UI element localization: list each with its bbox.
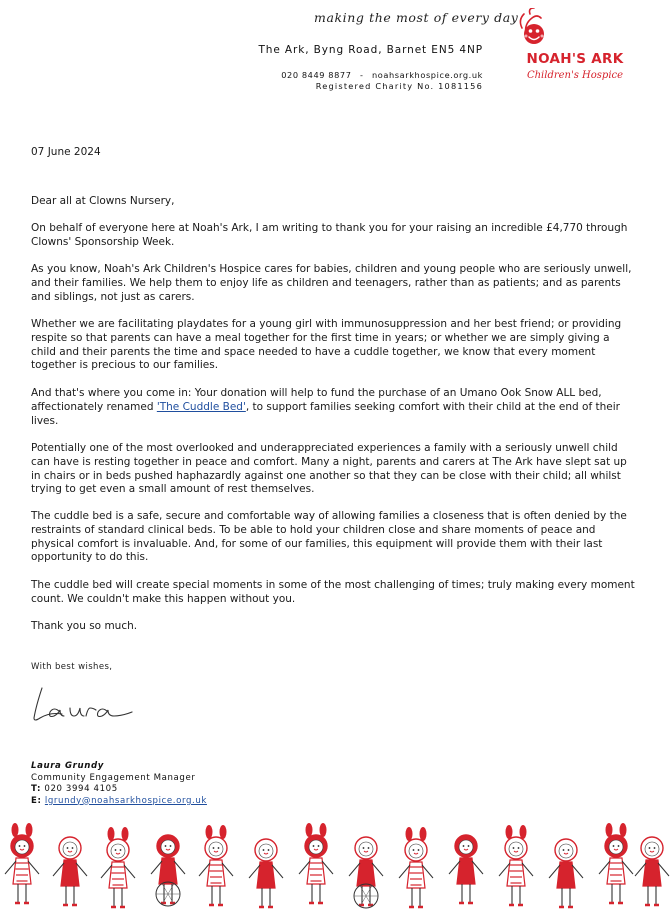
tagline: making the most of every day (314, 10, 519, 25)
signatory-title: Community Engagement Manager (31, 772, 196, 783)
website: noahsarkhospice.org.uk (371, 70, 483, 80)
children-illustration-icon (0, 820, 671, 913)
paragraph-4-start: And that's where you come in: Your donation will help to fund the purchase of an Umano Ook Snow ALL bed, affectionately renamed (31, 387, 602, 413)
charity-number: Registered Charity No. 1081156 (315, 81, 483, 91)
signatory-phone-line (31, 784, 207, 796)
child-figure (349, 837, 383, 908)
email-link[interactable]: lgrundy@noahsarkhospice.org.uk (44, 795, 207, 806)
salutation: Dear all at Clowns Nursery, (31, 195, 175, 207)
child-figure (599, 823, 633, 903)
phone: 020 8449 8877 (281, 70, 352, 80)
child-figure (499, 825, 533, 905)
cuddle-bed-link[interactable]: 'The Cuddle Bed' (156, 400, 246, 413)
paragraph-4 (31, 387, 636, 428)
child-figure (101, 827, 135, 907)
logo-wordmark: NOAH'S ARK (526, 51, 624, 67)
child-figure (549, 839, 583, 907)
signatory-name: Laura Grundy (31, 761, 104, 771)
child-figure (53, 837, 87, 905)
separator: - (359, 70, 364, 80)
address: The Ark, Byng Road, Barnet EN5 4NP (258, 44, 483, 56)
child-figure (635, 837, 669, 905)
child-figure (151, 835, 185, 906)
paragraph-4-end: , to support families seeking comfort with their child at the end of their lives. (31, 400, 620, 427)
signatory-phone: 020 3994 4105 (44, 784, 118, 794)
child-figure (449, 835, 483, 903)
paragraph-2: As you know, Noah's Ark Children's Hospice cares for babies, children and young people who are seriously unwell, and their families. We help them to enjoy life as children and teenagers, rather than as patients; and as parents and siblings, not just as carers. (31, 263, 632, 303)
child-figure (249, 839, 283, 907)
paragraph-7: The cuddle bed will create special moments in some of the most challenging of times; truly making every moment count. We couldn't make this happen without you. (31, 579, 635, 605)
contact-line (281, 68, 483, 82)
child-figure (5, 823, 39, 903)
paragraph-1: On behalf of everyone here at Noah's Ark, I am writing to thank you for your raising an incredible £4,770 through Clowns' Sponsorship Week. (31, 222, 628, 248)
signature-block (31, 761, 207, 807)
signatory-email-line (31, 796, 207, 808)
child-figure (299, 823, 333, 903)
logo-subtitle: Children's Hospice (526, 70, 624, 81)
closing: With best wishes, (31, 662, 113, 672)
paragraph-8: Thank you so much. (31, 620, 138, 632)
letter-date: 07 June 2024 (31, 146, 101, 158)
paragraph-3: Whether we are facilitating playdates for a young girl with immunosuppression and her best friend; or providing respite so that parents can have a meal together for the first time in years; or whether we are simply giving a child and their parents the time and space needed to have a cuddle together, we know that every moment together is precious to our families. (31, 318, 622, 372)
child-figure (399, 827, 433, 907)
paragraph-5: Potentially one of the most overlooked and underappreciated experiences a family with a seriously unwell child can have is resting together in peace and comfort. Many a night, parents and carers at The Ark have slept sat up in chairs or in beds pushed haphazardly against one another so that they can be close with their child; all whilst trying to get even a small amount of rest themselves. (31, 442, 627, 496)
handwritten-signature (28, 680, 148, 730)
child-figure (199, 825, 233, 905)
paragraph-6: The cuddle bed is a safe, secure and comfortable way of allowing families a closeness that is often denied by the restraints of standard clinical beds. To be able to hold your children close and share moments of peace and physical comfort is invaluable. And, for some of our families, this equipment will provide them with their last opportunity to do this. (31, 510, 627, 564)
phone-label: T: (31, 784, 42, 794)
email-label: E: (31, 795, 42, 806)
